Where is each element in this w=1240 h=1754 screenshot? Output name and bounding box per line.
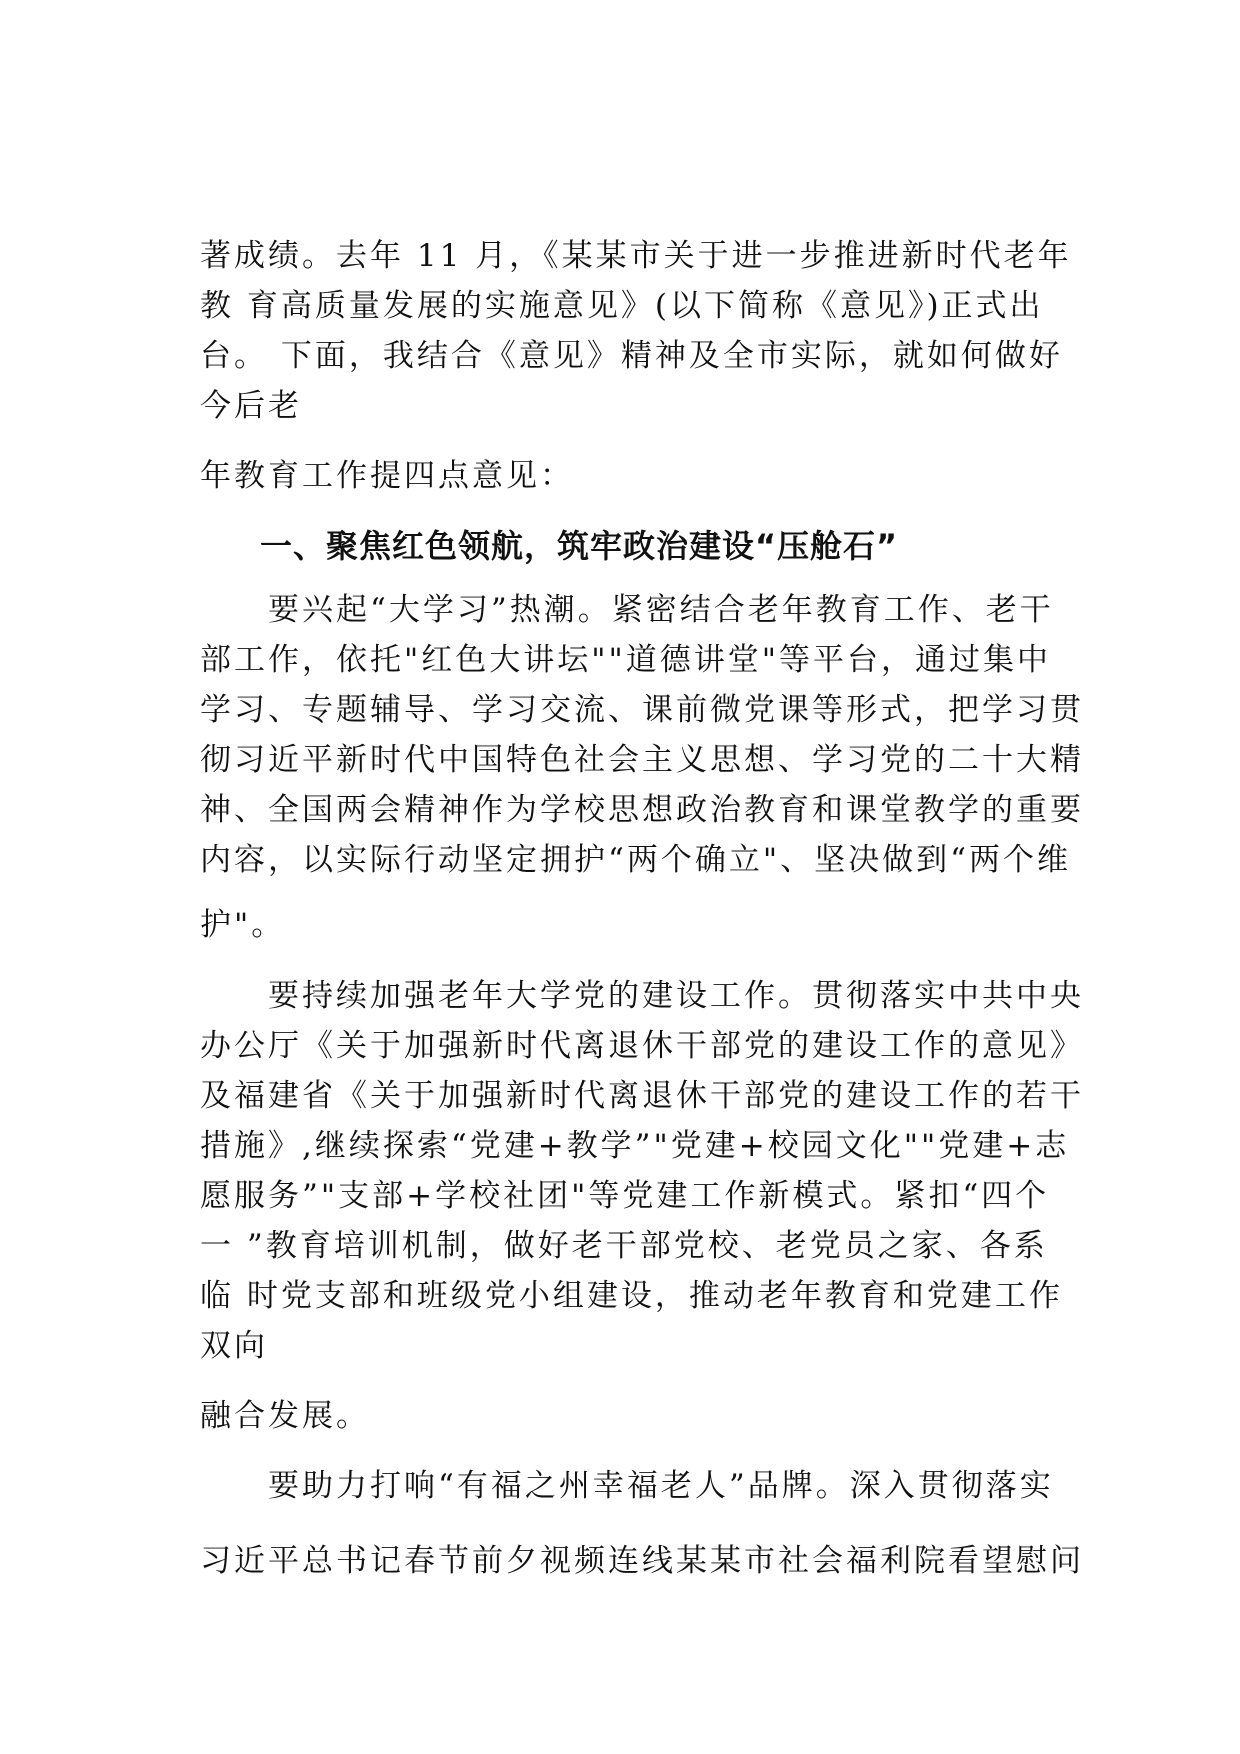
section-heading-1: 一、聚焦红色领航，筑牢政治建设“压舱石” — [260, 527, 899, 565]
paragraph-2-line-4: 措施》,继续探索“党建+教学”"党建+校园文化""党建+志 — [200, 1128, 1070, 1164]
paragraph-2-line-7: 临 时党支部和班级党小组建设，推动老年教育和党建工作 — [200, 1278, 1063, 1314]
paragraph-1-line-5: 神、全国两会精神作为学校思想政治教育和课堂教学的重要 — [200, 792, 1084, 828]
paragraph-2-line-3: 及福建省《关于加强新时代离退休干部党的建设工作的若干 — [200, 1078, 1084, 1114]
paragraph-1-line-1: 要兴起“大学习”热潮。紧密结合老年教育工作、老干 — [268, 592, 1054, 628]
intro-line-1: 著成绩。去年 11 月，《某某市关于进一步推进新时代老年 — [200, 238, 1072, 274]
paragraph-2-line-1: 要持续加强老年大学党的建设工作。贯彻落实中共中央 — [268, 978, 1084, 1014]
paragraph-3-line-2: 习近平总书记春节前夕视频连线某某市社会福利院看望慰问 — [200, 1543, 1084, 1579]
paragraph-2-line-6: 一 ”教育培训机制，做好老干部党校、老党员之家、各系 — [200, 1228, 1048, 1264]
paragraph-1-line-6: 内容，以实际行动坚定拥护“两个确立"、坚决做到“两个维 — [200, 842, 1071, 878]
paragraph-2-line-8: 双向 — [200, 1328, 268, 1364]
paragraph-2-line-5: 愿服务”"支部+学校社团"等党建工作新模式。紧扣“四个 — [200, 1178, 1050, 1214]
paragraph-1-line-3: 学习、专题辅导、学习交流、课前微党课等形式，把学习贯 — [200, 692, 1084, 728]
paragraph-2-line-9: 融合发展。 — [200, 1398, 370, 1434]
intro-line-3: 台。 下面，我结合《意见》精神及全市实际，就如何做好 — [200, 338, 1063, 374]
paragraph-3-line-1: 要助力打响“有福之州幸福老人”品牌。深入贯彻落实 — [268, 1468, 1054, 1504]
intro-line-2: 教 育高质量发展的实施意见》(以下简称《意见》)正式出 — [200, 288, 1044, 324]
paragraph-1-line-4: 彻习近平新时代中国特色社会主义思想、学习党的二十大精 — [200, 742, 1084, 778]
paragraph-2-line-2: 办公厅《关于加强新时代离退休干部党的建设工作的意见》 — [200, 1028, 1084, 1064]
paragraph-1-line-2: 部工作，依托"红色大讲坛""道德讲堂"等平台，通过集中 — [200, 642, 1052, 678]
intro-line-5: 年教育工作提四点意见： — [200, 458, 574, 494]
intro-line-4: 今后老 — [200, 388, 302, 424]
paragraph-1-line-7: 护"。 — [200, 907, 286, 943]
